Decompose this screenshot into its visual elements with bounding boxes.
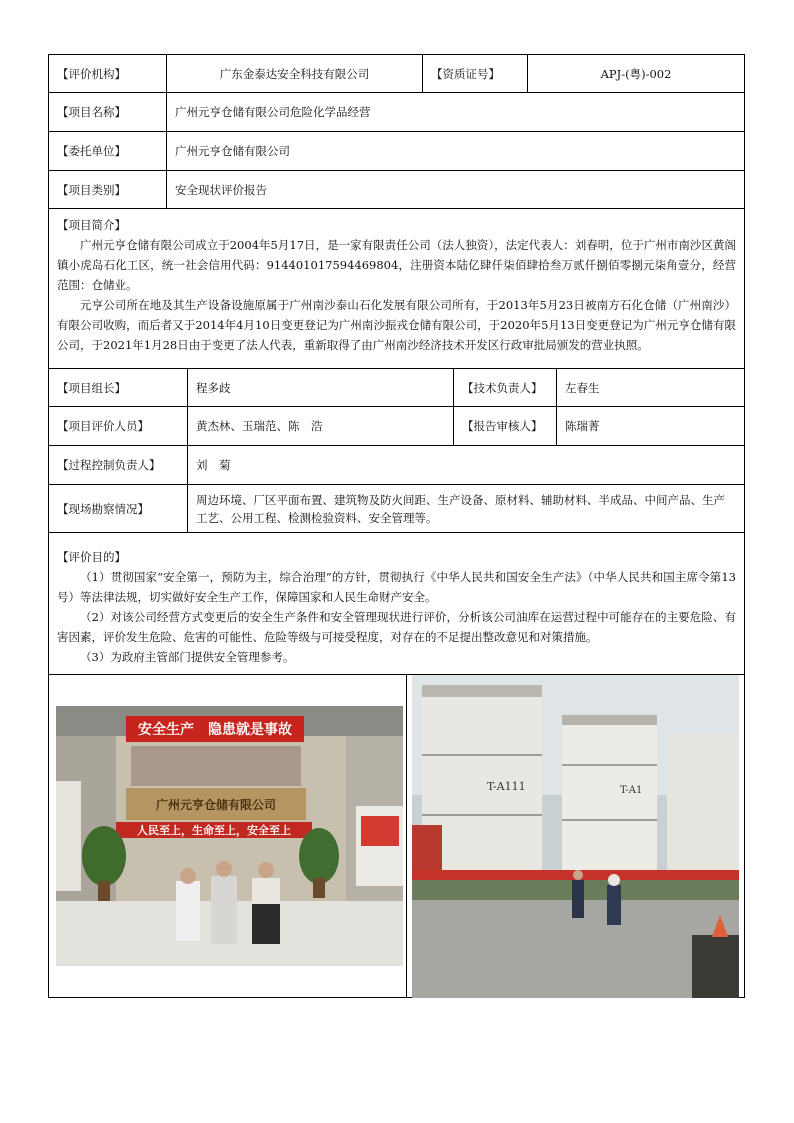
intro-paragraph-1: 广州元亨仓储有限公司成立于2004年5月17日，是一家有限责任公司（法人独资），法定代表人：刘春明，位于广州市南沙区黄阁镇小虎岛石化工区，统一社会信用代码：914401017594469804，注册资本陆亿肆仟柒佰肆拾叁万贰仟捌佰零捌元柒角壹分，经营范围：仓储业。 [57, 238, 736, 292]
reviewer-label: 【报告审核人】 [454, 407, 557, 445]
members-row [49, 407, 744, 446]
intro-heading: 【项目简介】 [57, 218, 126, 232]
org-value: 广东金泰达安全科技有限公司 [167, 55, 423, 92]
tech-value: 左春生 [565, 380, 600, 395]
tank-photo-graphic [412, 675, 739, 998]
leader-value: 程多歧 [188, 369, 454, 406]
purpose-item-3: （3）为政府主管部门提供安全管理参考。 [80, 650, 295, 664]
org-row [49, 55, 744, 93]
lobby-photo [56, 706, 403, 966]
project-value: 广州元亨仓储有限公司危险化学品经营 [175, 105, 371, 119]
lobby-photo-graphic [56, 706, 403, 966]
client-label: 【委托单位】 [49, 132, 167, 170]
photo-divider [406, 675, 407, 997]
process-value: 刘 菊 [196, 458, 231, 472]
cert-label: 【资质证号】 [423, 55, 528, 92]
project-label: 【项目名称】 [49, 93, 167, 131]
lobby-slogan-text: 人民至上，生命至上，安全至上 [137, 824, 291, 837]
purpose-item-1: （1）贯彻国家“安全第一，预防为主，综合治理”的方针，贯彻执行《中华人民共和国安全生产法》（中华人民共和国主席令第13号）等法律法规，切实做好安全生产工作，保障国家和人民生命财产安全。 [57, 570, 736, 604]
process-row [49, 446, 744, 485]
purpose-item-2: （2）对该公司经营方式变更后的安全生产条件和安全管理现状进行评价，分析该公司油库在运营过程中可能存在的主要危险、有害因素，评价发生危险、危害的可能性、危险等级与可接受程度，对存在的不足提出整改意见和对策措施。 [57, 610, 736, 644]
survey-value: 周边环境、厂区平面布置、建筑物及防火间距、生产设备、原材料、辅助材料、半成品、中间产品、生产工艺、公用工程、检测检验资料、安全管理等。 [196, 492, 725, 525]
org-label: 【评价机构】 [49, 55, 167, 92]
reviewer-value: 陈瑞菁 [565, 419, 600, 433]
type-row [49, 171, 744, 209]
intro-section [49, 209, 744, 369]
members-label: 【项目评价人员】 [49, 407, 188, 445]
purpose-section [49, 533, 744, 675]
client-row [49, 132, 744, 171]
lobby-banner-text: 安全生产 隐患就是事故 [138, 722, 292, 738]
leader-label: 【项目组长】 [49, 369, 188, 406]
type-value: 安全现状评价报告 [175, 182, 267, 197]
project-row [49, 93, 744, 132]
tank-photo [412, 675, 739, 998]
tech-label: 【技术负责人】 [454, 369, 557, 406]
cert-value: APJ-(粤)-002 [600, 66, 672, 81]
tank2-label: T-A1 [620, 785, 643, 796]
client-value: 广州元亨仓储有限公司 [175, 144, 290, 158]
report-sheet [48, 54, 745, 998]
survey-row [49, 485, 744, 533]
tank1-label: T-A111 [487, 780, 526, 793]
process-label: 【过程控制负责人】 [49, 446, 188, 484]
leader-row [49, 369, 744, 407]
members-value: 黄杰林、玉瑞范、陈 浩 [188, 407, 454, 445]
lobby-sign-text: 广州元亨仓储有限公司 [155, 798, 277, 812]
purpose-heading: 【评价目的】 [57, 550, 126, 564]
type-label: 【项目类别】 [49, 171, 167, 208]
intro-paragraph-2: 元亨公司所在地及其生产设备设施原属于广州南沙泰山石化发展有限公司所有，于2013年5月23日被南方石化仓储（广州南沙）有限公司收购，而后者又于2014年4月10日变更登记为广州南沙振戎仓储有限公司，于2020年5月13日变更登记为广州元亨仓储有限公司，于2021年1月28日由于变更了法人代表，重新取得了由广州南沙经济技术开发区行政审批局颁发的营业执照。 [57, 298, 736, 352]
survey-label: 【现场勘察情况】 [49, 485, 188, 532]
